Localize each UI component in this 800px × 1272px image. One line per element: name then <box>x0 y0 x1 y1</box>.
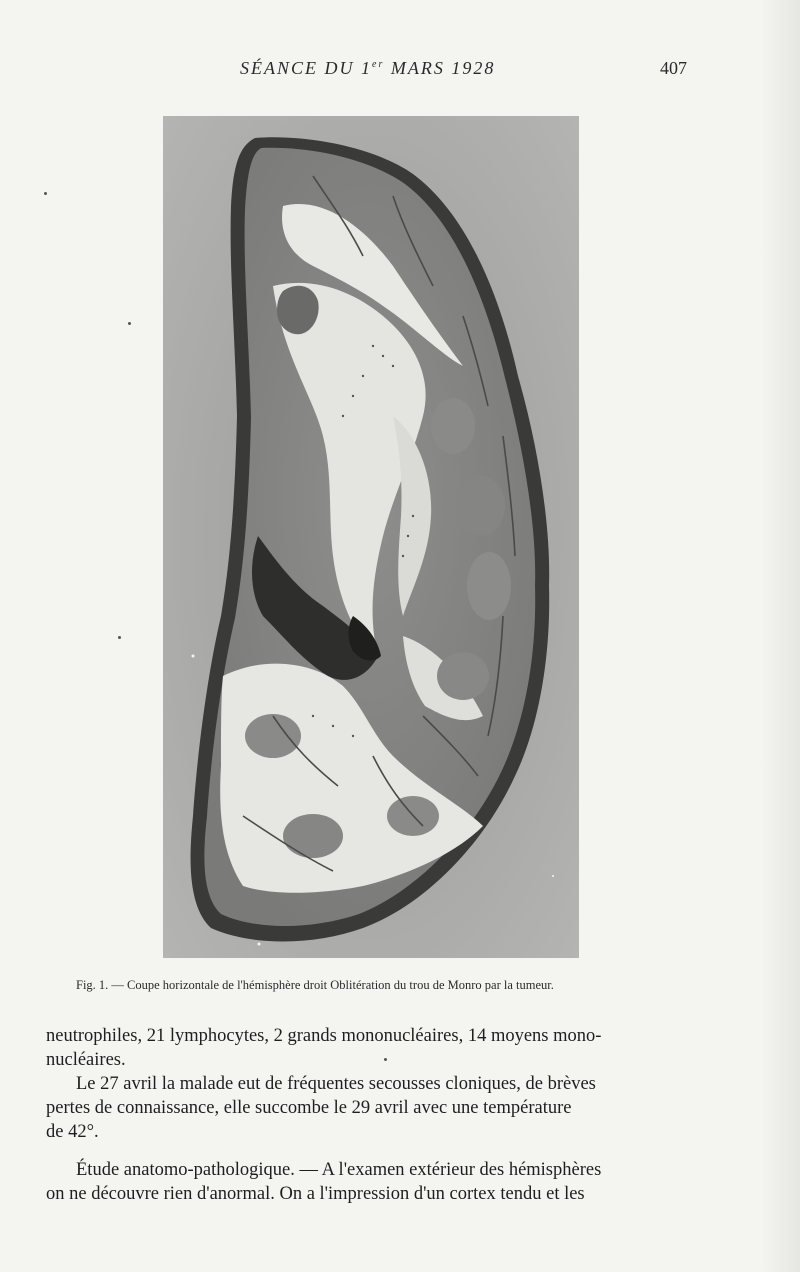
paragraph-line: nucléaires. <box>46 1050 126 1070</box>
stray-mark <box>44 192 47 195</box>
header-title-superscript: er <box>372 59 385 70</box>
header-title-suffix: MARS 1928 <box>384 58 496 78</box>
paragraph-line: neutrophiles, 21 lymphocytes, 2 grands mononucléaires, 14 moyens mono- <box>46 1026 602 1046</box>
gyrus-5 <box>245 714 301 758</box>
brain-section-photograph <box>163 116 579 958</box>
page-number: 407 <box>660 58 687 78</box>
gyrus-1 <box>431 398 475 454</box>
stray-mark <box>118 636 121 639</box>
paragraph-line: de 42°. <box>46 1122 99 1142</box>
paragraph-line: pertes de connaissance, elle succombe le 29 avril avec une température <box>46 1098 572 1118</box>
running-header <box>240 58 495 79</box>
gyrus-4 <box>437 652 489 700</box>
gyrus-2 <box>457 476 505 536</box>
paragraph-line: on ne découvre rien d'anormal. On a l'impression d'un cortex tendu et les <box>46 1184 585 1204</box>
gyrus-3 <box>467 552 511 620</box>
stray-mark <box>128 322 131 325</box>
gyrus-6 <box>283 814 343 858</box>
header-title-prefix: SÉANCE DU 1 <box>240 58 372 78</box>
paragraph-clinical-course <box>46 1072 698 1144</box>
paragraph-line: Le 27 avril la malade eut de fréquentes secousses cloniques, de brèves <box>76 1074 596 1094</box>
paragraph-pathology <box>46 1158 698 1206</box>
paragraph-lab-results <box>46 1024 698 1072</box>
paragraph-line: Étude anatomo-pathologique. — A l'examen extérieur des hémisphères <box>76 1160 602 1180</box>
figure-caption: Fig. 1. — Coupe horizontale de l'hémisphère droit Oblitération du trou de Monro par la tumeur. <box>76 978 554 992</box>
page-edge-shadow <box>760 0 800 1272</box>
brain-section-illustration <box>163 116 579 958</box>
stray-mark <box>384 1058 387 1061</box>
